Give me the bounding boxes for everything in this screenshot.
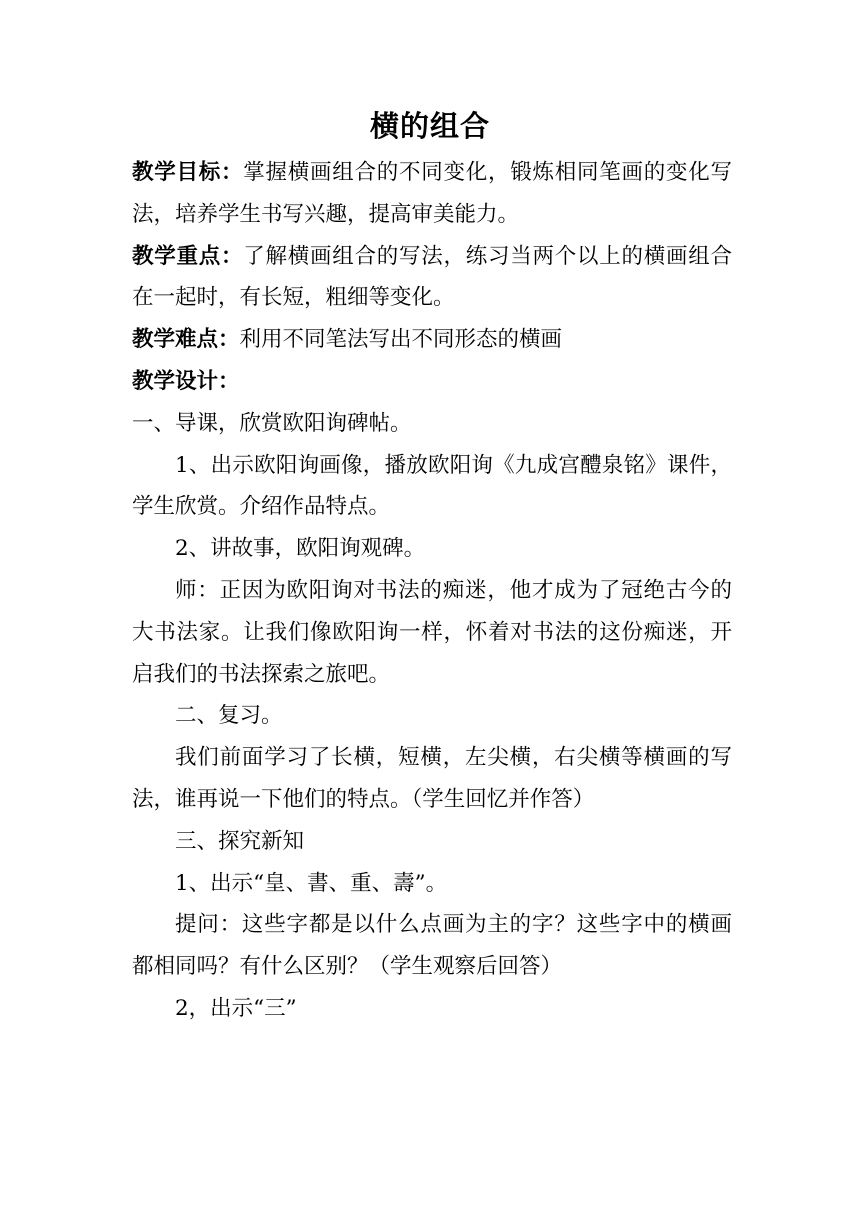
difficulties-label: 教学难点：: [132, 327, 240, 353]
section-heading-review: 二、复习。: [175, 703, 283, 729]
body-paragraph: 1、出示欧阳询画像，播放欧阳询《九成宫醴泉铭》课件，学生欣赏。介绍作品特点。: [132, 452, 732, 520]
section-heading-explore: 三、探究新知: [175, 828, 305, 854]
difficulties-paragraph: [132, 319, 732, 361]
objectives-text: 掌握横画组合的不同变化，锻炼相同笔画的变化写法，培养学生书写兴趣，提高审美能力。: [132, 160, 732, 227]
key-points-paragraph: [132, 236, 732, 320]
key-points-label: 教学重点：: [132, 243, 244, 269]
document-title: 横的组合: [369, 109, 490, 143]
body-paragraph: 我们前面学习了长横，短横，左尖横，右尖横等横画的写法，谁再说一下他们的特点。（学生回忆并作答）: [132, 745, 732, 812]
design-paragraph: [132, 361, 732, 403]
body-paragraph: 提问：这些字都是以什么点画为主的字？这些字中的横画都相同吗？有什么区别？（学生观察后回答）: [132, 912, 732, 980]
objectives-paragraph: [132, 152, 732, 236]
body-paragraph: 师：正因为欧阳询对书法的痴迷，他才成为了冠绝古今的大书法家。让我们像欧阳询一样，怀着对书法的这份痴迷，开启我们的书法探索之旅吧。: [132, 577, 732, 687]
body-paragraph: 2，出示“三”: [175, 995, 297, 1021]
key-points-text: 了解横画组合的写法，练习当两个以上的横画组合在一起时，有长短，粗细等变化。: [132, 243, 732, 311]
body-paragraph: 1、出示“皇、書、重、壽”。: [175, 870, 448, 896]
design-label: 教学设计：: [132, 368, 240, 394]
document-body: [132, 152, 732, 1030]
difficulties-text: 利用不同笔法写出不同形态的横画: [239, 327, 563, 353]
objectives-label: 教学目标：: [132, 160, 244, 185]
body-paragraph: 2、讲故事，欧阳询观碑。: [175, 536, 426, 562]
section-heading-intro: 一、导课，欣赏欧阳询碑帖。: [132, 410, 412, 436]
